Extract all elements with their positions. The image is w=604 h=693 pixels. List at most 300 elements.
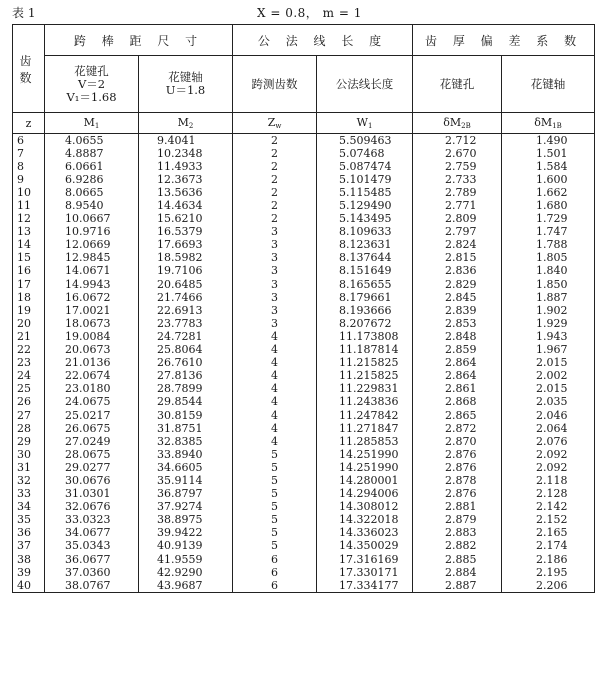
cell-span-teeth: 5 [233,461,317,474]
cell-coef-shaft: 2.142 [502,501,595,514]
cell-span-teeth: 2 [233,213,317,226]
table-row [13,357,595,370]
table-row [13,540,595,553]
cell-span-teeth: 2 [233,199,317,212]
cell-coef-shaft: 1.943 [502,330,595,343]
cell-tooth-count: 21 [13,330,45,343]
cell-coef-hole: 2.882 [413,540,502,553]
cell-span-teeth: 4 [233,435,317,448]
cell-normal-length: 8.207672 [317,317,413,330]
cell-span-teeth: 4 [233,344,317,357]
cell-coef-hole: 2.815 [413,252,502,265]
cell-m2: 10.2348 [139,147,233,160]
cell-normal-length: 8.137644 [317,252,413,265]
table-row [13,527,595,540]
cell-coef-shaft: 1.850 [502,278,595,291]
cell-m2: 40.9139 [139,540,233,553]
cell-m2: 18.5982 [139,252,233,265]
cell-tooth-count: 11 [13,199,45,212]
cell-coef-shaft: 2.195 [502,566,595,579]
cell-m2: 12.3673 [139,173,233,186]
cell-m1: 38.0767 [45,579,139,593]
cell-m2: 34.6605 [139,461,233,474]
cell-tooth-count: 23 [13,357,45,370]
header-spline-shaft: 花键轴 U＝1.8 [139,56,233,113]
cell-coef-shaft: 2.092 [502,448,595,461]
cell-m1: 17.0021 [45,304,139,317]
cell-m2: 31.8751 [139,422,233,435]
unit-w: $W_1$ [317,113,413,134]
cell-coef-hole: 2.879 [413,514,502,527]
cell-tooth-count: 9 [13,173,45,186]
unit-m1: $M_1$ [45,113,139,134]
cell-span-teeth: 4 [233,357,317,370]
cell-span-teeth: 3 [233,239,317,252]
cell-coef-hole: 2.824 [413,239,502,252]
cell-m1: 6.9286 [45,173,139,186]
header-spline-hole: 花键孔 V＝2 V₁＝1.68 [45,56,139,113]
cell-coef-hole: 2.884 [413,566,502,579]
cell-coef-shaft: 2.076 [502,435,595,448]
cell-normal-length: 17.330171 [317,566,413,579]
cell-tooth-count: 26 [13,396,45,409]
cell-tooth-count: 32 [13,474,45,487]
cell-normal-length: 5.509463 [317,134,413,148]
cell-span-teeth: 2 [233,147,317,160]
cell-coef-hole: 2.712 [413,134,502,148]
cell-m2: 19.7106 [139,265,233,278]
cell-span-teeth: 4 [233,370,317,383]
table-row [13,422,595,435]
header-thickness-coef: 齿 厚 偏 差 系 数 [413,25,595,56]
cell-tooth-count: 8 [13,160,45,173]
cell-m2: 28.7899 [139,383,233,396]
cell-span-teeth: 5 [233,474,317,487]
cell-coef-shaft: 2.035 [502,396,595,409]
cell-tooth-count: 7 [13,147,45,160]
cell-normal-length: 8.151649 [317,265,413,278]
cell-normal-length: 11.173808 [317,330,413,343]
cell-tooth-count: 22 [13,344,45,357]
cell-coef-shaft: 2.015 [502,383,595,396]
cell-tooth-count: 6 [13,134,45,148]
cell-m1: 26.0675 [45,422,139,435]
cell-span-teeth: 3 [233,291,317,304]
cell-coef-shaft: 2.186 [502,553,595,566]
unit-m2: $M_2$ [139,113,233,134]
cell-coef-shaft: 1.747 [502,226,595,239]
cell-coef-hole: 2.883 [413,527,502,540]
cell-normal-length: 14.322018 [317,514,413,527]
table-row [13,186,595,199]
cell-normal-length: 14.280001 [317,474,413,487]
table-row [13,461,595,474]
cell-m1: 12.0669 [45,239,139,252]
cell-tooth-count: 34 [13,501,45,514]
cell-normal-length: 8.193666 [317,304,413,317]
table-row [13,448,595,461]
cell-m1: 36.0677 [45,553,139,566]
unit-zw: $Z_w$ [233,113,317,134]
cell-m1: 34.0677 [45,527,139,540]
table-row [13,488,595,501]
unit-dm-hole: $\delta M_{2B}$ [413,113,502,134]
cell-normal-length: 5.143495 [317,213,413,226]
cell-m2: 43.9687 [139,579,233,593]
cell-m1: 16.0672 [45,291,139,304]
table-row [13,344,595,357]
cell-m1: 31.0301 [45,488,139,501]
cell-span-teeth: 2 [233,186,317,199]
cell-m1: 8.9540 [45,199,139,212]
cell-tooth-count: 16 [13,265,45,278]
cell-tooth-count: 12 [13,213,45,226]
table-row [13,134,595,148]
table-row [13,265,595,278]
cell-m2: 37.9274 [139,501,233,514]
cell-m1: 37.0360 [45,566,139,579]
cell-tooth-count: 40 [13,579,45,593]
cell-m2: 41.9559 [139,553,233,566]
cell-coef-shaft: 2.118 [502,474,595,487]
table-number: 表 1 [12,6,36,20]
cell-coef-shaft: 1.729 [502,213,595,226]
cell-m2: 11.4933 [139,160,233,173]
cell-m1: 24.0675 [45,396,139,409]
cell-tooth-count: 36 [13,527,45,540]
cell-normal-length: 5.101479 [317,173,413,186]
table-row [13,160,595,173]
cell-tooth-count: 33 [13,488,45,501]
cell-span-teeth: 6 [233,553,317,566]
cell-tooth-count: 18 [13,291,45,304]
table-row [13,435,595,448]
cell-coef-shaft: 1.490 [502,134,595,148]
table-row [13,317,595,330]
cell-span-teeth: 6 [233,566,317,579]
cell-m1: 28.0675 [45,448,139,461]
table-row [13,330,595,343]
table-row [13,474,595,487]
cell-coef-shaft: 2.046 [502,409,595,422]
cell-tooth-count: 19 [13,304,45,317]
cell-normal-length: 11.229831 [317,383,413,396]
cell-m2: 35.9114 [139,474,233,487]
cell-m1: 32.0676 [45,501,139,514]
cell-coef-shaft: 2.206 [502,579,595,593]
table-row [13,226,595,239]
cell-coef-shaft: 1.929 [502,317,595,330]
cell-normal-length: 5.07468 [317,147,413,160]
cell-coef-hole: 2.864 [413,357,502,370]
cell-normal-length: 14.350029 [317,540,413,553]
cell-span-teeth: 3 [233,278,317,291]
cell-span-teeth: 2 [233,173,317,186]
cell-span-teeth: 5 [233,540,317,553]
cell-m1: 33.0323 [45,514,139,527]
cell-span-teeth: 5 [233,448,317,461]
cell-span-teeth: 5 [233,501,317,514]
cell-m2: 14.4634 [139,199,233,212]
cell-span-teeth: 3 [233,226,317,239]
cell-tooth-count: 38 [13,553,45,566]
cell-span-teeth: 3 [233,317,317,330]
cell-normal-length: 11.247842 [317,409,413,422]
cell-coef-shaft: 1.662 [502,186,595,199]
cell-tooth-count: 10 [13,186,45,199]
cell-tooth-count: 24 [13,370,45,383]
cell-normal-length: 5.087474 [317,160,413,173]
cell-m2: 38.8975 [139,514,233,527]
header-normal-length: 公 法 线 长 度 [233,25,413,56]
table-row [13,213,595,226]
cell-tooth-count: 39 [13,566,45,579]
cell-coef-shaft: 1.805 [502,252,595,265]
cell-coef-hole: 2.870 [413,435,502,448]
cell-normal-length: 17.334177 [317,579,413,593]
cell-tooth-count: 17 [13,278,45,291]
cell-tooth-count: 29 [13,435,45,448]
cell-m1: 30.0676 [45,474,139,487]
table-row [13,566,595,579]
data-table [12,24,595,593]
cell-coef-hole: 2.878 [413,474,502,487]
cell-normal-length: 11.271847 [317,422,413,435]
cell-m2: 36.8797 [139,488,233,501]
cell-tooth-count: 13 [13,226,45,239]
cell-coef-hole: 2.839 [413,304,502,317]
cell-coef-hole: 2.845 [413,291,502,304]
table-caption [12,4,592,20]
cell-m2: 15.6210 [139,213,233,226]
cell-normal-length: 11.285853 [317,435,413,448]
cell-m2: 13.5636 [139,186,233,199]
cell-normal-length: 11.243836 [317,396,413,409]
table-row [13,370,595,383]
cell-span-teeth: 4 [233,409,317,422]
cell-m2: 23.7783 [139,317,233,330]
cell-m2: 27.8136 [139,370,233,383]
cell-m2: 24.7281 [139,330,233,343]
cell-normal-length: 8.123631 [317,239,413,252]
cell-coef-shaft: 2.015 [502,357,595,370]
cell-tooth-count: 15 [13,252,45,265]
header-span-teeth: 跨测齿数 [233,56,317,113]
table-row [13,291,595,304]
cell-coef-shaft: 2.165 [502,527,595,540]
table-row [13,304,595,317]
cell-m2: 21.7466 [139,291,233,304]
cell-normal-length: 5.129490 [317,199,413,212]
cell-normal-length: 14.294006 [317,488,413,501]
cell-tooth-count: 37 [13,540,45,553]
cell-m1: 19.0084 [45,330,139,343]
cell-coef-hole: 2.829 [413,278,502,291]
cell-normal-length: 14.308012 [317,501,413,514]
cell-span-teeth: 3 [233,304,317,317]
cell-coef-hole: 2.861 [413,383,502,396]
cell-normal-length: 11.215825 [317,357,413,370]
cell-span-teeth: 4 [233,383,317,396]
cell-m1: 25.0217 [45,409,139,422]
cell-coef-shaft: 1.840 [502,265,595,278]
cell-coef-hole: 2.868 [413,396,502,409]
table-body [13,134,595,593]
cell-normal-length: 11.215825 [317,370,413,383]
table-row [13,278,595,291]
cell-tooth-count: 27 [13,409,45,422]
cell-m1: 12.9845 [45,252,139,265]
cell-coef-hole: 2.864 [413,370,502,383]
cell-coef-shaft: 2.002 [502,370,595,383]
cell-m2: 33.8940 [139,448,233,461]
table-parameters: X = 0.8， m = 1 [257,6,362,20]
cell-m1: 14.0671 [45,265,139,278]
cell-span-teeth: 5 [233,527,317,540]
cell-coef-shaft: 2.152 [502,514,595,527]
cell-m2: 29.8544 [139,396,233,409]
cell-span-teeth: 5 [233,514,317,527]
cell-m1: 29.0277 [45,461,139,474]
cell-tooth-count: 20 [13,317,45,330]
cell-coef-shaft: 1.967 [502,344,595,357]
cell-coef-hole: 2.881 [413,501,502,514]
cell-coef-shaft: 1.501 [502,147,595,160]
cell-coef-hole: 2.876 [413,448,502,461]
unit-dm-shaft: $\delta M_{1B}$ [502,113,595,134]
cell-m2: 42.9290 [139,566,233,579]
cell-coef-shaft: 1.680 [502,199,595,212]
cell-m2: 30.8159 [139,409,233,422]
cell-coef-hole: 2.876 [413,461,502,474]
cell-m1: 14.9943 [45,278,139,291]
cell-m2: 39.9422 [139,527,233,540]
table-row [13,501,595,514]
cell-normal-length: 8.179661 [317,291,413,304]
cell-m1: 18.0673 [45,317,139,330]
cell-m1: 22.0674 [45,370,139,383]
cell-coef-shaft: 2.128 [502,488,595,501]
cell-m2: 26.7610 [139,357,233,370]
cell-coef-hole: 2.885 [413,553,502,566]
cell-coef-hole: 2.836 [413,265,502,278]
cell-span-teeth: 3 [233,265,317,278]
table-row [13,239,595,252]
cell-coef-hole: 2.789 [413,186,502,199]
cell-m1: 10.9716 [45,226,139,239]
unit-z: z [13,113,45,134]
table-row [13,409,595,422]
table-row [13,579,595,593]
cell-m1: 8.0665 [45,186,139,199]
cell-m2: 16.5379 [139,226,233,239]
cell-coef-shaft: 1.887 [502,291,595,304]
cell-normal-length: 14.251990 [317,448,413,461]
cell-coef-hole: 2.759 [413,160,502,173]
cell-normal-length: 14.251990 [317,461,413,474]
cell-coef-hole: 2.887 [413,579,502,593]
table-row [13,396,595,409]
cell-m1: 4.8887 [45,147,139,160]
cell-m2: 17.6693 [139,239,233,252]
cell-tooth-count: 25 [13,383,45,396]
table-row [13,173,595,186]
cell-coef-hole: 2.872 [413,422,502,435]
cell-m2: 22.6913 [139,304,233,317]
cell-span-teeth: 2 [233,160,317,173]
table-row [13,514,595,527]
cell-normal-length: 11.187814 [317,344,413,357]
cell-tooth-count: 31 [13,461,45,474]
cell-m2: 9.4041 [139,134,233,148]
cell-m2: 25.8064 [139,344,233,357]
cell-m1: 4.0655 [45,134,139,148]
cell-coef-hole: 2.670 [413,147,502,160]
cell-coef-hole: 2.797 [413,226,502,239]
cell-coef-shaft: 2.092 [502,461,595,474]
header-span-rod: 跨 棒 距 尺 寸 [45,25,233,56]
header-coef-shaft: 花键轴 [502,56,595,113]
cell-m1: 6.0661 [45,160,139,173]
cell-coef-shaft: 1.584 [502,160,595,173]
table-row [13,252,595,265]
cell-m1: 20.0673 [45,344,139,357]
cell-span-teeth: 4 [233,422,317,435]
cell-coef-hole: 2.853 [413,317,502,330]
cell-span-teeth: 3 [233,252,317,265]
header-tooth-count: 齿数 [13,25,45,113]
cell-coef-shaft: 1.600 [502,173,595,186]
cell-tooth-count: 30 [13,448,45,461]
header-normal-length-col: 公法线长度 [317,56,413,113]
cell-coef-hole: 2.848 [413,330,502,343]
cell-coef-shaft: 2.064 [502,422,595,435]
table-row [13,383,595,396]
cell-span-teeth: 2 [233,134,317,148]
cell-normal-length: 14.336023 [317,527,413,540]
cell-coef-shaft: 2.174 [502,540,595,553]
cell-m1: 21.0136 [45,357,139,370]
cell-m1: 23.0180 [45,383,139,396]
table-row [13,147,595,160]
header-coef-hole: 花键孔 [413,56,502,113]
cell-coef-hole: 2.771 [413,199,502,212]
cell-coef-hole: 2.865 [413,409,502,422]
table-row [13,553,595,566]
table-row [13,199,595,212]
cell-coef-hole: 2.859 [413,344,502,357]
cell-m1: 27.0249 [45,435,139,448]
cell-coef-hole: 2.733 [413,173,502,186]
cell-m2: 20.6485 [139,278,233,291]
cell-span-teeth: 4 [233,396,317,409]
cell-m1: 10.0667 [45,213,139,226]
cell-coef-hole: 2.876 [413,488,502,501]
cell-tooth-count: 35 [13,514,45,527]
cell-tooth-count: 14 [13,239,45,252]
cell-normal-length: 8.109633 [317,226,413,239]
cell-span-teeth: 4 [233,330,317,343]
cell-span-teeth: 6 [233,579,317,593]
cell-normal-length: 17.316169 [317,553,413,566]
cell-tooth-count: 28 [13,422,45,435]
cell-m2: 32.8385 [139,435,233,448]
cell-coef-shaft: 1.902 [502,304,595,317]
cell-span-teeth: 5 [233,488,317,501]
cell-coef-shaft: 1.788 [502,239,595,252]
cell-normal-length: 5.115485 [317,186,413,199]
cell-m1: 35.0343 [45,540,139,553]
